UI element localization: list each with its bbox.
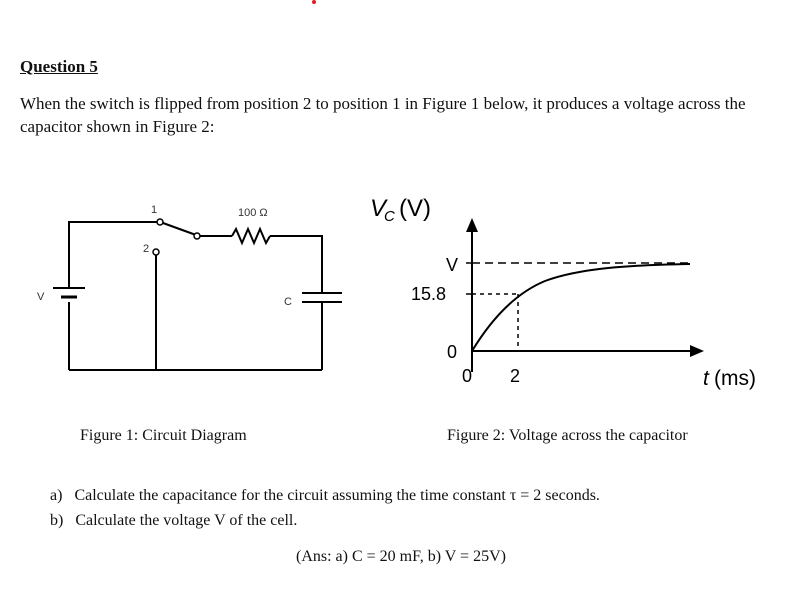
x-axis-label: t <box>703 367 709 390</box>
switch-position-2-label: 2 <box>143 243 150 255</box>
x-axis-unit: (ms) <box>714 367 756 390</box>
resistor-label: 100 Ω <box>238 207 268 219</box>
figure-1-caption: Figure 1: Circuit Diagram <box>80 427 247 444</box>
tick-label-x-2: 2 <box>510 366 521 386</box>
charging-curve <box>472 264 690 351</box>
y-axis-subscript: C <box>384 208 395 225</box>
tick-label-x-0: 0 <box>462 366 473 386</box>
y-axis-label: V <box>370 195 387 222</box>
capacitor-label: C <box>284 296 292 308</box>
part-a <box>50 487 600 505</box>
switch-position-1-label: 1 <box>151 204 158 216</box>
y-axis-unit: (V) <box>399 195 431 222</box>
part-b <box>50 512 297 530</box>
cell-label: V <box>37 291 45 303</box>
figure-2-caption: Figure 2: Voltage across the capacitor <box>447 427 688 444</box>
tick-label-15-8: 15.8 <box>411 284 447 304</box>
part-b-marker: b) <box>50 512 64 529</box>
part-b-text: Calculate the voltage V of the cell. <box>75 512 298 529</box>
part-a-text: Calculate the capacitance for the circuit assuming the time constant τ = 2 seconds. <box>74 487 600 504</box>
tick-label-y-0: 0 <box>447 342 458 362</box>
tick-label-V: V <box>446 255 459 275</box>
question-title: Question 5 <box>20 57 98 76</box>
y-axis-arrow <box>466 218 478 232</box>
question-intro: When the switch is flipped from position 2 to position 1 in Figure 1 below, it produces a voltage across the capacitor shown in Figure 2: <box>20 94 746 136</box>
answer-line: (Ans: a) C = 20 mF, b) V = 25V) <box>296 548 506 565</box>
x-axis-arrow <box>690 345 704 357</box>
part-a-marker: a) <box>50 487 63 504</box>
